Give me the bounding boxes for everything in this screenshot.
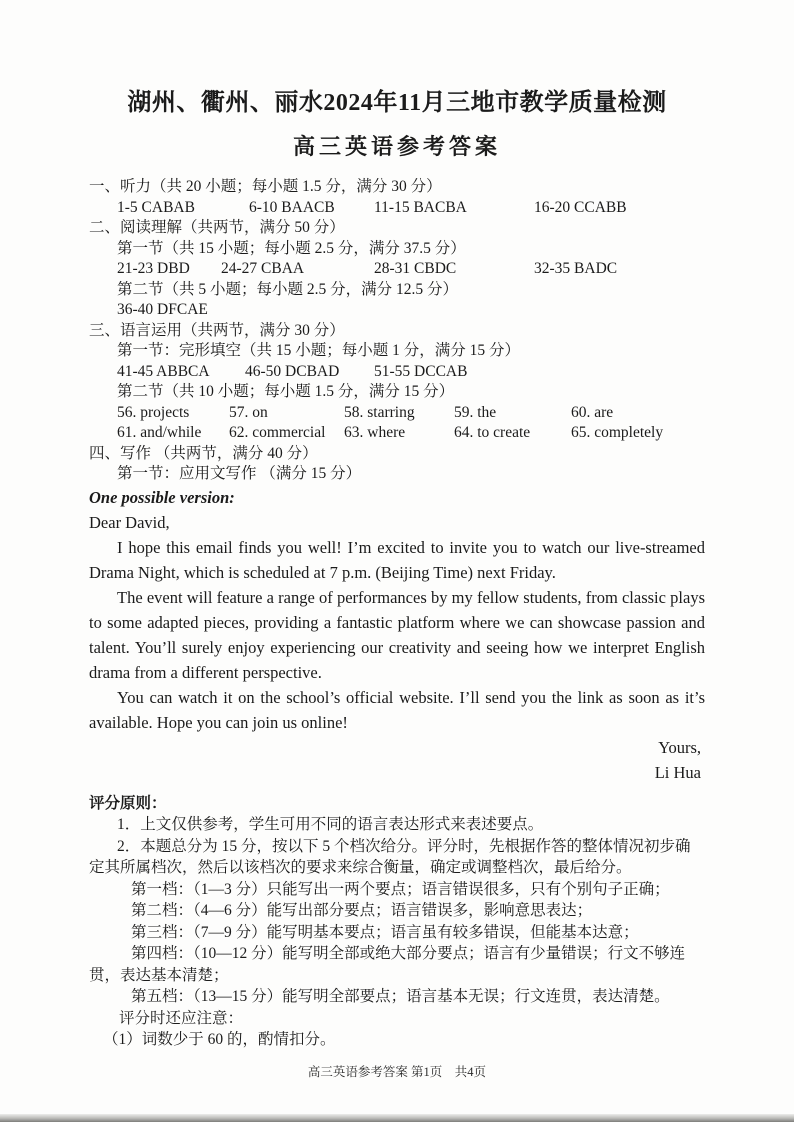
answer-group: 21-23 DBD: [117, 260, 190, 277]
reading-part2-answers-row: [89, 300, 705, 321]
answer-item: 59. the: [454, 403, 497, 421]
reading-part2-heading: 第二节（共 5 小题；每小题 2.5 分，满分 12.5 分）: [117, 280, 459, 298]
scoring-principles-section: [89, 793, 705, 1051]
scoring-note-1: （1）词数少于 60 的，酌情扣分。: [103, 1031, 336, 1048]
scoring-rule-2: 2．本题总分为 15 分，按以下 5 个档次给分。评分时，先根据作答的整体情况初步确定其所属档次，然后以该档次的要求来综合衡量，确定或调整档次，最后给分。: [89, 837, 691, 876]
answer-item: 63. where: [344, 424, 406, 441]
reading-heading: 二、阅读理解（共两节，满分 50 分）: [89, 219, 345, 236]
listening-answers-row: [89, 198, 705, 219]
cloze-answers-row: [89, 362, 705, 383]
letter-salutation: Dear David,: [89, 512, 170, 532]
answer-item: 60. are: [571, 403, 614, 421]
scoring-band-5: 第五档：（13—15 分）能写明全部要点；语言基本无误；行文连贯，表达清楚。: [131, 988, 670, 1005]
document-title: 湖州、衢州、丽水2024年11月三地市教学质量检测: [127, 90, 667, 116]
letter-closing: Yours,: [658, 737, 701, 757]
sample-letter: [89, 485, 705, 785]
reading-part1-answers-row: [89, 259, 705, 280]
letter-paragraph: The event will feature a range of performances by my fellow students, from classic plays to some adapted pieces, providing a fantastic platform where we can showcase passion and talent. You’ll surely enjoy experiencing our creativity and seeing how we interpret English drama from a different perspective.: [89, 587, 705, 682]
letter-signature: Li Hua: [654, 762, 701, 782]
language-heading: 三、语言运用（共两节，满分 30 分）: [89, 321, 345, 339]
scan-edge-artifact: [0, 1114, 794, 1122]
answer-item: 65. completely: [571, 424, 664, 441]
answer-group: 41-45 ABBCA: [117, 362, 210, 380]
answer-group: 51-55 DCCAB: [374, 362, 468, 380]
answer-item: 61. and/while: [117, 424, 202, 441]
reading-part1-heading: 第一节（共 15 小题；每小题 2.5 分，满分 37.5 分）: [117, 239, 466, 257]
answer-item: 56. projects: [117, 403, 190, 421]
letter-paragraph: You can watch it on the school’s official website. I’ll send you the link as soon as it’s available. Hope you can join us online!: [89, 687, 705, 732]
page-footer: 高三英语参考答案 第1页 共4页: [307, 1065, 487, 1079]
answer-group: 1-5 CABAB: [117, 198, 195, 216]
scoring-note-heading: 评分时还应注意：: [119, 1009, 244, 1027]
answer-item: 58. starring: [344, 403, 415, 421]
grammar-answers-row-2: [89, 423, 705, 444]
answer-item: 57. on: [229, 403, 268, 421]
answer-item: 64. to create: [454, 424, 531, 441]
answer-group: 6-10 BAACB: [249, 198, 335, 216]
scoring-heading: 评分原则：: [89, 794, 167, 812]
answer-group: 28-31 CBDC: [374, 260, 457, 277]
scoring-band-4: 第四档：（10—12 分）能写明全部或绝大部分要点；语言有少量错误；行文不够连贯，表达基本清楚；: [89, 945, 686, 984]
writing-heading: 四、写作 （共两节，满分 40 分）: [89, 444, 318, 462]
answer-key-section: [89, 177, 705, 485]
cloze-heading: 第一节：完形填空（共 15 小题；每小题 1 分，满分 15 分）: [117, 342, 521, 359]
scoring-band-2: 第二档：（4—6 分）能写出部分要点；语言错误多，影响意思表达；: [131, 902, 593, 919]
answer-item: 62. commercial: [229, 424, 326, 441]
document-subtitle: 高三英语参考答案: [292, 134, 501, 159]
scoring-band-1: 第一档：（1—3 分）只能写出一两个要点；语言错误很多，只有个别句子正确；: [131, 880, 670, 898]
answer-group: 11-15 BACBA: [374, 198, 467, 216]
grammar-answers-row-1: [89, 403, 705, 424]
answer-group: 32-35 BADC: [534, 260, 618, 277]
writing-part1-heading: 第一节：应用文写作 （满分 15 分）: [117, 465, 362, 482]
grammar-heading: 第二节（共 10 小题；每小题 1.5 分，满分 15 分）: [117, 383, 455, 400]
answer-group: 24-27 CBAA: [221, 260, 305, 277]
letter-paragraph: I hope this email finds you well! I’m excited to invite you to watch our live-streamed Drama Night, which is scheduled at 7 p.m. (Beijing Time) next Friday.: [89, 537, 705, 582]
answer-group: 46-50 DCBAD: [245, 362, 340, 380]
answer-group: 16-20 CCABB: [534, 198, 627, 216]
answer-group: 36-40 DFCAE: [117, 301, 208, 318]
sample-version-label: One possible version:: [89, 487, 235, 507]
scoring-band-3: 第三档：（7—9 分）能写明基本要点；语言虽有较多错误，但能基本达意；: [131, 923, 639, 941]
listening-heading: 一、听力（共 20 小题；每小题 1.5 分，满分 30 分）: [89, 178, 442, 195]
scoring-rule-1: 1．上文仅供参考，学生可用不同的语言表达形式来表述要点。: [117, 816, 544, 833]
